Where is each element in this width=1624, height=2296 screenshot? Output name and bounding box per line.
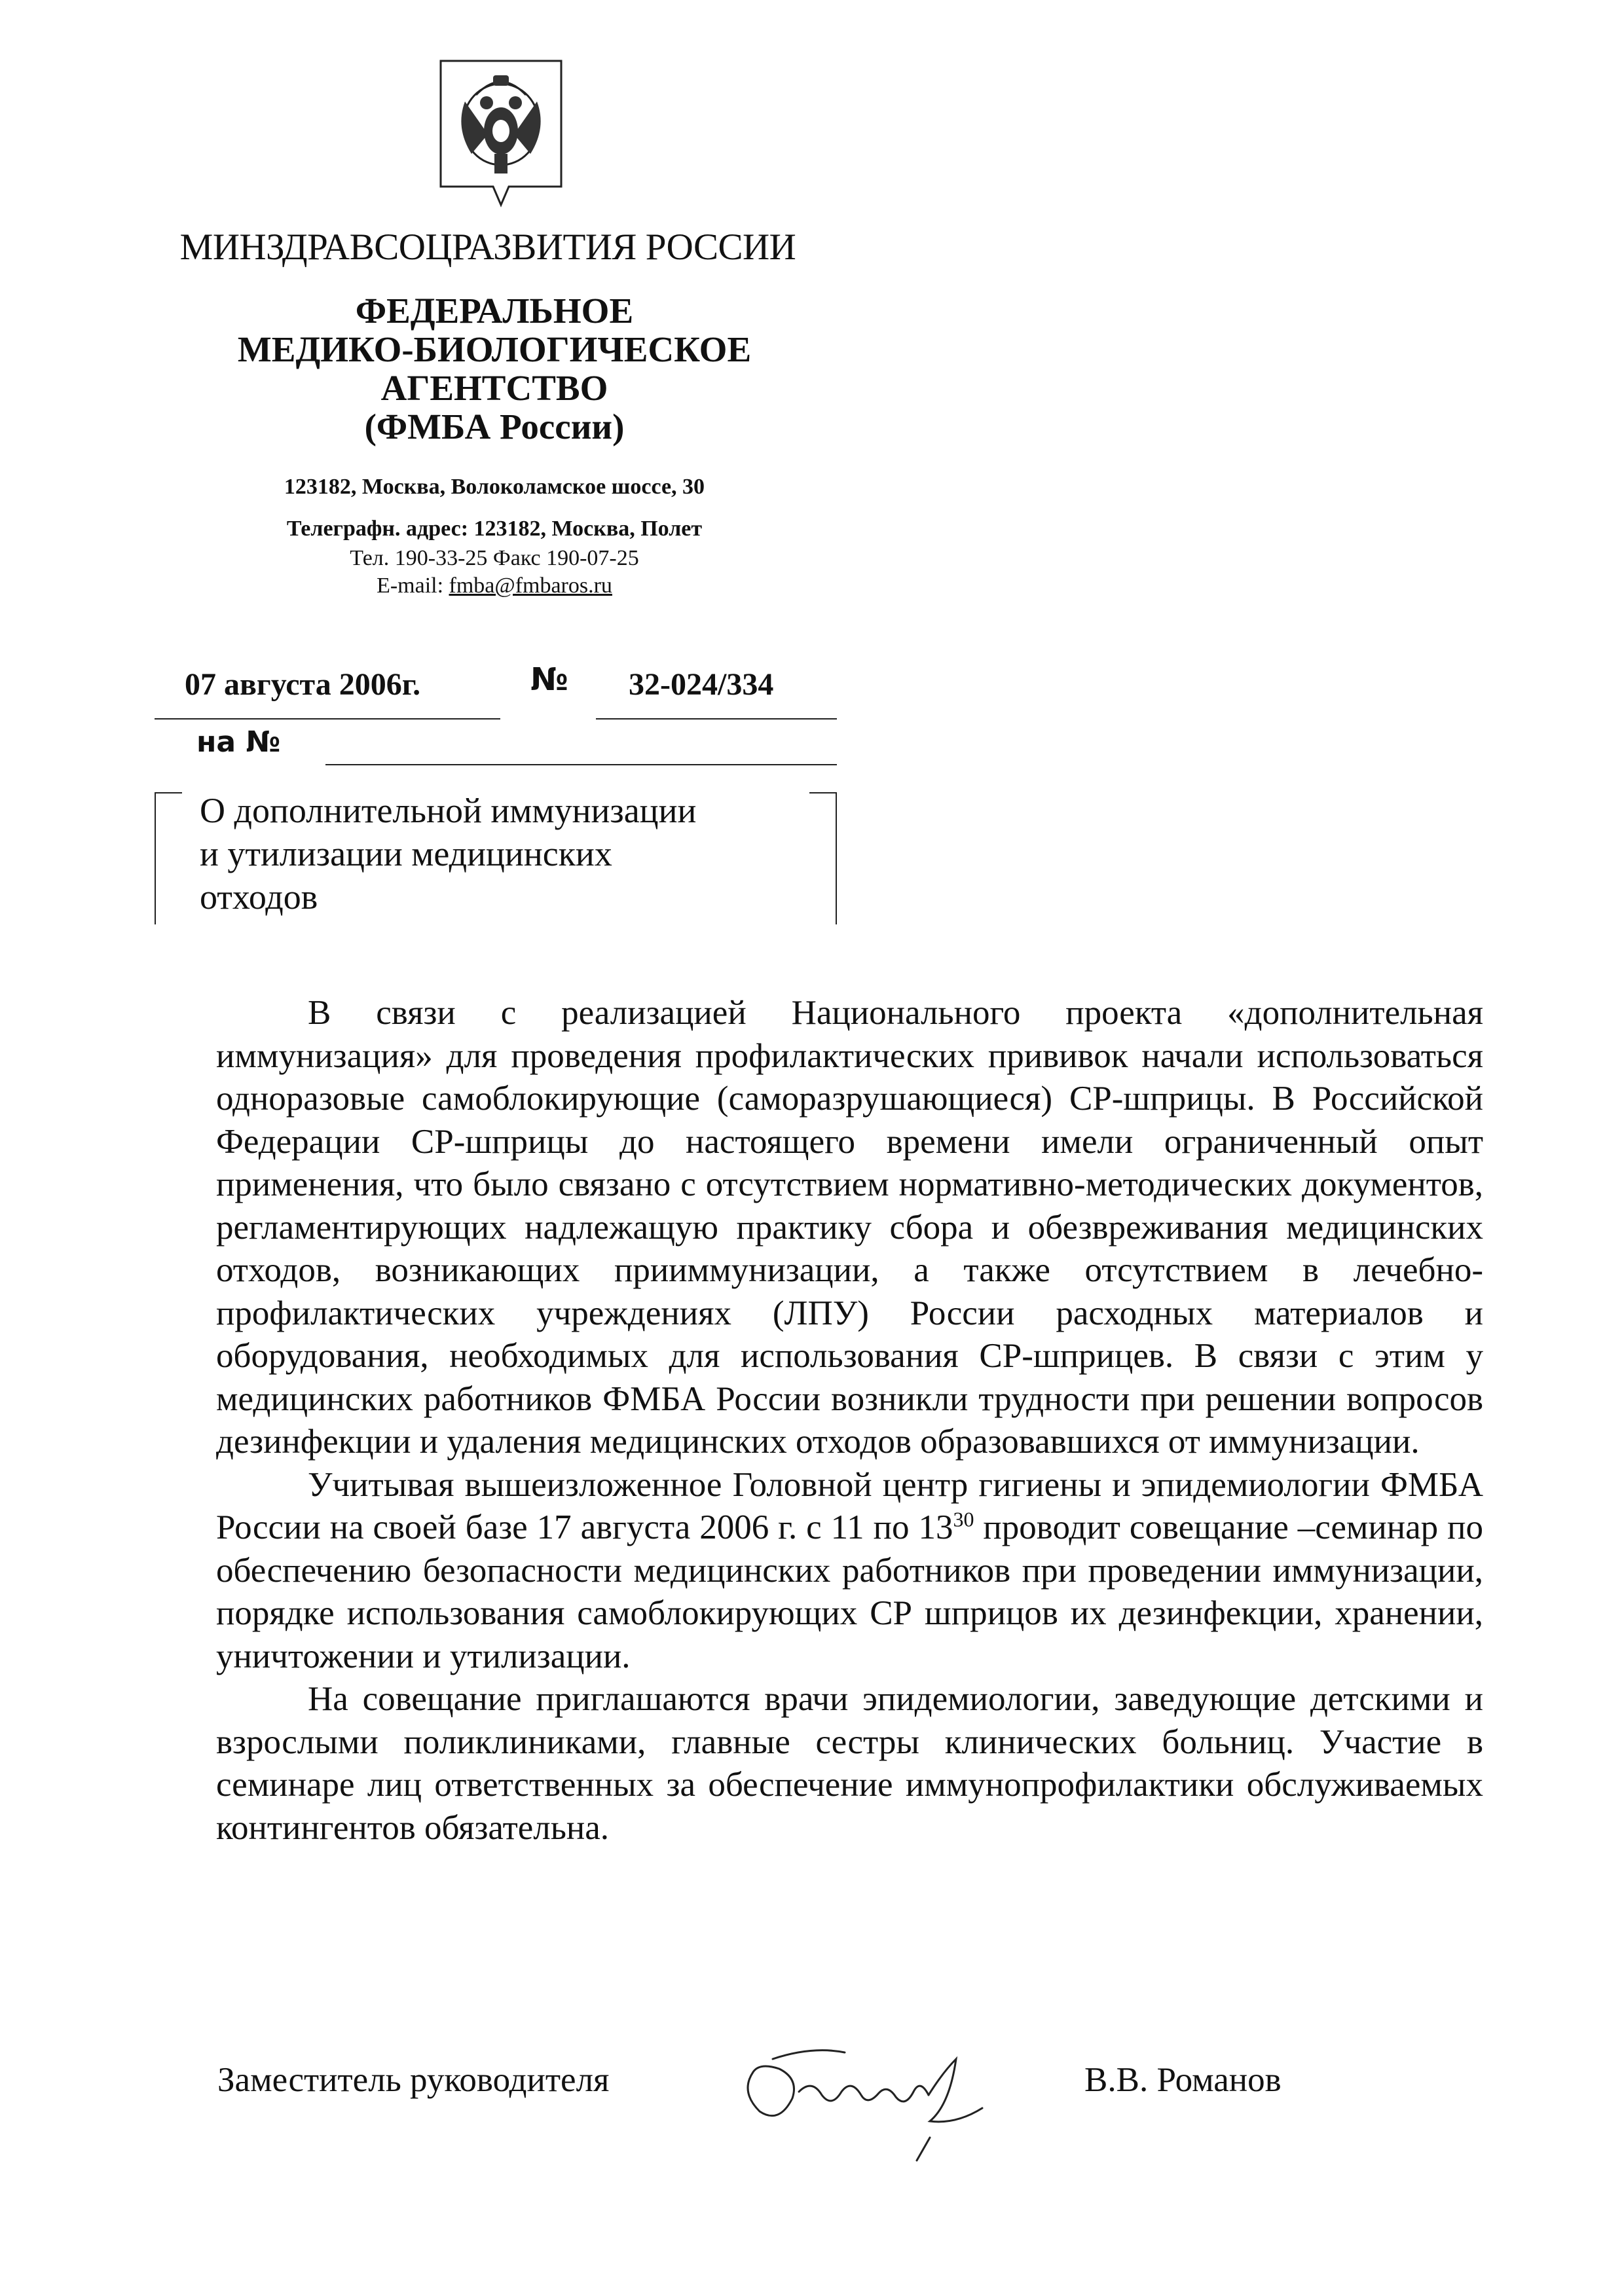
subject-line: и утилизации медицинских: [200, 834, 612, 873]
number-sign: №: [530, 661, 568, 698]
email-link[interactable]: fmba@fmbaros.ru: [449, 574, 612, 598]
subject-heading: [200, 789, 789, 919]
signatory-name: В.В. Романов: [1084, 2061, 1282, 2099]
coat-of-arms-emblem: [435, 56, 566, 210]
letter-body: [216, 992, 1483, 1850]
phone-fax: Тел. 190-33-25 Факс 190-07-25: [350, 546, 639, 570]
contact-block: [183, 545, 805, 600]
agency-line: ФЕДЕРАЛЬНОЕ: [355, 291, 634, 331]
email-label: E-mail:: [377, 574, 449, 598]
subject-line: отходов: [200, 877, 318, 917]
p2-text-after: проводит совещание –семинар по обеспечению безопасности медицинских работников при проведении иммунизации, порядке использования самоблокирующих СР шприцов их дезинфекции, хранении, уничтожении и утилизации.: [216, 1508, 1483, 1675]
reply-to-number-label: на №: [196, 725, 281, 759]
p2-text-before: Учитывая вышеизложенное Головной центр гигиены и эпидемиологии ФМБА России на своей базе 17 августа 2006 г. с 11 по 13: [216, 1465, 1483, 1546]
body-paragraph-3: На совещание приглашаются врачи эпидемиологии, заведующие детскими и взрослыми поликлиниками, главные сестры клинических больниц. Участие в семинаре лиц ответственных за обеспечение иммунопрофилактики обслуживаемых контингентов обязательна.: [216, 1680, 1483, 1847]
body-paragraph-1: В связи с реализацией Национального проекта «дополнительная иммунизация» для проведения профилактических прививок начали использоваться одноразовые самоблокирующие (саморазрушающиеся) СР-шприцы. В Российской Федерации СР-шприцы до настоящего времени имели ограниченный опыт применения, что было связано с отсутствием нормативно-методических документов, регламентирующих надлежащую практику сбора и обезвреживания медицинских отходов, возникающих прииммунизации, а также отсутствием в лечебно-профилактических учреждениях (ЛПУ) России расходных материалов и оборудования, необходимых для использования СР-шприцев. В связи с этим у медицинских работников ФМБА России возникли трудности при решении вопросов дезинфекции и удаления медицинских отходов образовавшихся от иммунизации.: [216, 994, 1483, 1461]
subject-bracket-right: [809, 792, 837, 924]
agency-line: АГЕНТСТВО: [380, 368, 608, 408]
reply-number-underline: [325, 764, 837, 765]
date-underline: [155, 718, 500, 720]
address-block: [183, 466, 805, 550]
postal-address: 123182, Москва, Волоколамское шоссе, 30: [284, 475, 705, 499]
agency-line: МЕДИКО-БИОЛОГИЧЕСКОЕ: [237, 329, 752, 369]
ministry-name: МИНЗДРАВСОЦРАЗВИТИЯ РОССИИ: [179, 227, 796, 268]
number-underline: [596, 718, 837, 720]
subject-line: О дополнительной иммунизации: [200, 791, 697, 830]
time-superscript: 30: [953, 1507, 974, 1531]
document-number: 32-024/334: [629, 667, 774, 702]
agency-name: [183, 291, 805, 446]
document-date: 07 августа 2006г.: [185, 667, 421, 702]
agency-line: (ФМБА России): [364, 407, 625, 446]
telegraph-address: Телеграфн. адрес: 123182, Москва, Полет: [286, 517, 703, 541]
email-line: [183, 572, 805, 600]
signatory-title: Заместитель руководителя: [217, 2061, 610, 2099]
subject-bracket-left: [155, 792, 182, 924]
body-paragraph-2: [216, 1464, 1483, 1679]
handwritten-signature: [733, 2033, 1008, 2164]
